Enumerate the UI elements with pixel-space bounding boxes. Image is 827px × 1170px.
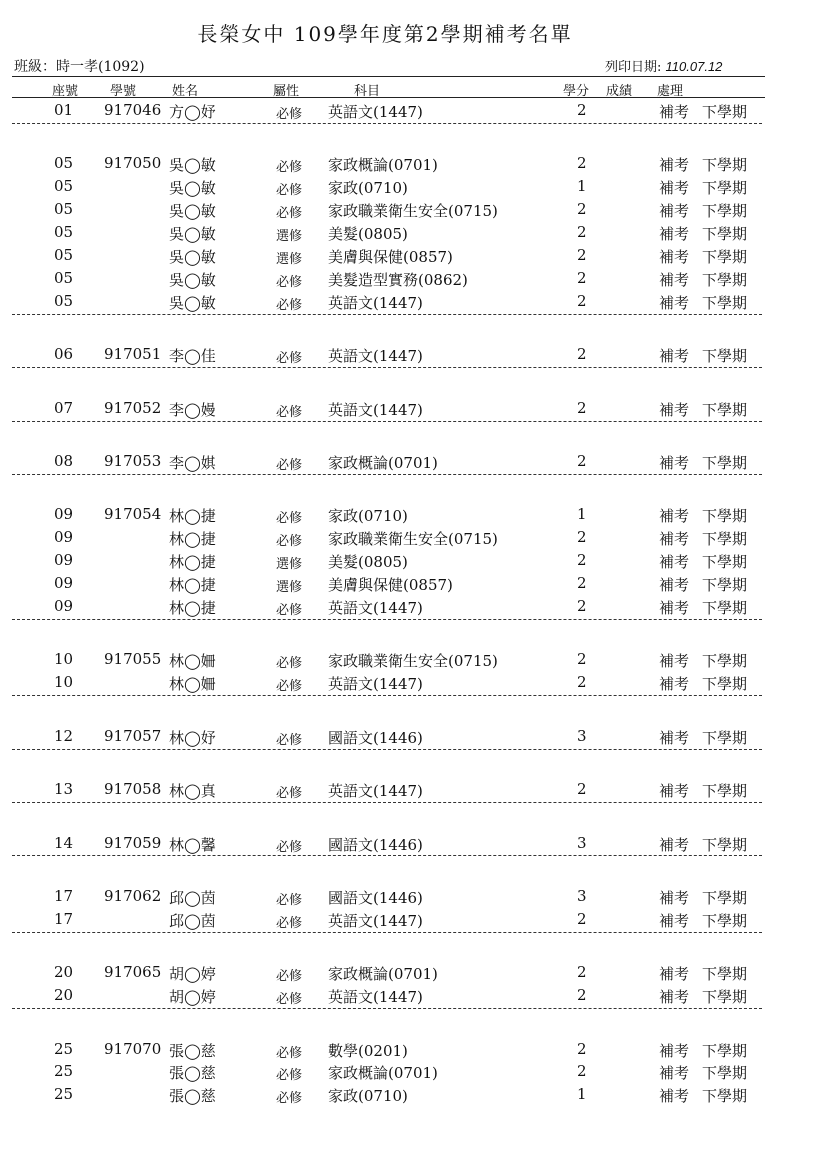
- attribute-cell: 必修: [276, 786, 303, 802]
- name-cell: 胡◯婷: [169, 988, 216, 1007]
- credit-cell: 2: [577, 345, 587, 364]
- action-cell: 補考: [659, 293, 690, 312]
- header-student-id: 學號: [110, 84, 137, 99]
- attribute-cell: 必修: [276, 404, 303, 420]
- subject-cell: 英語文(1447): [328, 103, 423, 121]
- term-cell: 下學期: [702, 156, 748, 175]
- table-row: [0, 597, 827, 619]
- name-cell: 林◯真: [169, 782, 216, 801]
- name-cell: 李◯娸: [169, 454, 216, 472]
- attribute-cell: 必修: [276, 732, 303, 748]
- attribute-cell: 必修: [276, 458, 303, 473]
- subject-cell: 英語文(1447): [328, 782, 423, 801]
- seat-cell: 17: [54, 886, 74, 905]
- name-cell: 李◯佳: [169, 347, 216, 366]
- action-cell: 補考: [659, 553, 690, 572]
- table-row: [0, 528, 827, 550]
- header-seat: 座號: [52, 84, 79, 99]
- attribute-cell: 必修: [276, 603, 303, 618]
- action-cell: 補考: [659, 835, 690, 854]
- group-separator: [12, 421, 762, 422]
- table-row: [0, 887, 827, 909]
- credit-cell: 2: [577, 223, 587, 242]
- group-separator: [12, 802, 762, 803]
- credit-cell: 2: [577, 597, 587, 615]
- student-id-cell: 917053: [104, 452, 162, 470]
- term-cell: 下學期: [702, 270, 748, 289]
- student-id-cell: 917046: [104, 101, 162, 119]
- attribute-cell: 必修: [276, 915, 303, 931]
- credit-cell: 2: [577, 1062, 587, 1081]
- subject-cell: 家政概論(0701): [328, 1064, 438, 1083]
- name-cell: 林◯捷: [169, 599, 216, 617]
- table-row: [0, 246, 827, 268]
- seat-cell: 20: [54, 963, 74, 982]
- name-cell: 吳◯敏: [169, 225, 216, 244]
- student-id-cell: 917062: [104, 886, 162, 905]
- name-cell: 吳◯敏: [169, 202, 216, 221]
- student-id-cell: 917055: [104, 650, 162, 669]
- name-cell: 方◯妤: [169, 103, 216, 121]
- credit-cell: 1: [577, 1085, 587, 1104]
- name-cell: 林◯捷: [169, 576, 216, 595]
- action-cell: 補考: [659, 454, 690, 472]
- group-separator: [12, 314, 762, 315]
- table-row: [0, 551, 827, 573]
- student-id-cell: 917051: [104, 345, 162, 364]
- attribute-cell: 選修: [276, 557, 303, 573]
- student-id-cell: 917050: [104, 154, 162, 173]
- credit-cell: 2: [577, 551, 587, 570]
- subject-cell: 英語文(1447): [328, 911, 423, 930]
- seat-cell: 09: [54, 551, 74, 570]
- attribute-cell: 必修: [276, 511, 303, 527]
- subject-cell: 美膚與保健(0857): [328, 576, 453, 595]
- group-separator: [12, 367, 762, 368]
- action-cell: 補考: [659, 675, 690, 694]
- action-cell: 補考: [659, 599, 690, 617]
- header-name: 姓名: [172, 84, 199, 99]
- term-cell: 下學期: [702, 1041, 748, 1060]
- print-date-label: 列印日期:: [605, 60, 662, 75]
- seat-cell: 25: [54, 1062, 74, 1081]
- credit-cell: 2: [577, 291, 587, 310]
- table-row: [0, 345, 827, 367]
- action-cell: 補考: [659, 248, 690, 266]
- attribute-cell: 必修: [276, 992, 303, 1008]
- subject-cell: 家政(0710): [328, 1087, 408, 1106]
- subject-cell: 家政職業衛生安全(0715): [328, 652, 498, 671]
- action-cell: 補考: [659, 988, 690, 1007]
- term-cell: 下學期: [702, 835, 748, 854]
- student-id-cell: 917058: [104, 780, 162, 799]
- table-row: [0, 200, 827, 222]
- seat-cell: 09: [54, 597, 74, 615]
- student-id-cell: 917054: [104, 505, 162, 524]
- name-cell: 吳◯敏: [169, 293, 216, 312]
- subject-cell: 家政職業衛生安全(0715): [328, 202, 498, 221]
- table-row: [0, 673, 827, 695]
- name-cell: 胡◯婷: [169, 965, 216, 984]
- table-row: [0, 650, 827, 672]
- term-cell: 下學期: [702, 652, 748, 671]
- credit-cell: 2: [577, 154, 587, 173]
- table-row: [0, 154, 827, 176]
- action-cell: 補考: [659, 507, 690, 526]
- seat-cell: 14: [54, 833, 74, 852]
- term-cell: 下學期: [702, 179, 748, 198]
- seat-cell: 10: [54, 673, 74, 692]
- header-attribute: 屬性: [273, 84, 300, 99]
- student-id-cell: 917057: [104, 726, 162, 745]
- subject-cell: 家政概論(0701): [328, 454, 438, 472]
- term-cell: 下學期: [702, 530, 748, 549]
- term-cell: 下學期: [702, 202, 748, 221]
- name-cell: 林◯姍: [169, 652, 216, 671]
- action-cell: 補考: [659, 347, 690, 366]
- action-cell: 補考: [659, 179, 690, 198]
- table-row: [0, 834, 827, 856]
- term-cell: 下學期: [702, 347, 748, 366]
- credit-cell: 3: [577, 833, 587, 852]
- table-row: [0, 986, 827, 1008]
- credit-cell: 1: [577, 177, 587, 196]
- credit-cell: 2: [577, 452, 587, 470]
- term-cell: 下學期: [702, 888, 748, 907]
- subject-cell: 美髮(0805): [328, 225, 408, 244]
- attribute-cell: 必修: [276, 1068, 303, 1084]
- name-cell: 吳◯敏: [169, 179, 216, 198]
- term-cell: 下學期: [702, 400, 748, 419]
- attribute-cell: 必修: [276, 969, 303, 985]
- credit-cell: 2: [577, 574, 587, 593]
- header-score: 成績: [606, 84, 633, 99]
- seat-cell: 05: [54, 223, 74, 242]
- group-separator: [12, 474, 762, 475]
- table-row: [0, 910, 827, 932]
- table-row: [0, 1062, 827, 1084]
- name-cell: 吳◯敏: [169, 156, 216, 175]
- subject-cell: 美髮(0805): [328, 553, 408, 572]
- document-title: 長榮女中 109學年度第2學期補考名單: [197, 22, 573, 46]
- action-cell: 補考: [659, 400, 690, 419]
- term-cell: 下學期: [702, 454, 748, 472]
- group-separator: [12, 855, 762, 856]
- seat-cell: 10: [54, 650, 74, 669]
- term-cell: 下學期: [702, 1064, 748, 1083]
- seat-cell: 08: [54, 452, 74, 470]
- credit-cell: 2: [577, 398, 587, 417]
- seat-cell: 25: [54, 1085, 74, 1104]
- group-separator: [12, 619, 762, 620]
- credit-cell: 2: [577, 1039, 587, 1058]
- header-subject: 科目: [354, 84, 381, 99]
- table-row: [0, 269, 827, 291]
- subject-cell: 國語文(1446): [328, 888, 423, 907]
- action-cell: 補考: [659, 576, 690, 595]
- table-row: [0, 101, 827, 123]
- name-cell: 林◯捷: [169, 530, 216, 549]
- student-id-cell: 917059: [104, 833, 162, 852]
- credit-cell: 2: [577, 986, 587, 1005]
- group-separator: [12, 932, 762, 933]
- attribute-cell: 必修: [276, 351, 303, 367]
- action-cell: 補考: [659, 225, 690, 244]
- student-id-cell: 917052: [104, 398, 162, 417]
- attribute-cell: 必修: [276, 206, 303, 222]
- attribute-cell: 必修: [276, 892, 303, 908]
- seat-cell: 06: [54, 345, 74, 364]
- table-row: [0, 574, 827, 596]
- subject-cell: 英語文(1447): [328, 988, 423, 1007]
- table-row: [0, 727, 827, 749]
- name-cell: 邱◯茵: [169, 888, 216, 907]
- subject-cell: 數學(0201): [328, 1041, 408, 1060]
- table-row: [0, 292, 827, 314]
- seat-cell: 05: [54, 200, 74, 219]
- action-cell: 補考: [659, 156, 690, 175]
- subject-cell: 美髮造型實務(0862): [328, 270, 468, 289]
- name-cell: 林◯姍: [169, 675, 216, 694]
- attribute-cell: 必修: [276, 297, 303, 313]
- subject-cell: 家政(0710): [328, 179, 408, 198]
- seat-cell: 09: [54, 505, 74, 524]
- term-cell: 下學期: [702, 103, 748, 121]
- subject-cell: 英語文(1447): [328, 599, 423, 617]
- attribute-cell: 必修: [276, 274, 303, 290]
- term-cell: 下學期: [702, 225, 748, 244]
- name-cell: 吳◯敏: [169, 248, 216, 266]
- attribute-cell: 必修: [276, 160, 303, 176]
- action-cell: 補考: [659, 530, 690, 549]
- subject-cell: 家政職業衛生安全(0715): [328, 530, 498, 549]
- attribute-cell: 選修: [276, 580, 303, 596]
- seat-cell: 12: [54, 726, 74, 745]
- credit-cell: 2: [577, 673, 587, 692]
- credit-cell: 2: [577, 909, 587, 928]
- seat-cell: 09: [54, 574, 74, 593]
- group-separator: [12, 123, 762, 124]
- seat-cell: 05: [54, 177, 74, 196]
- attribute-cell: 必修: [276, 534, 303, 550]
- attribute-cell: 必修: [276, 679, 303, 695]
- term-cell: 下學期: [702, 599, 748, 617]
- subject-cell: 家政概論(0701): [328, 156, 438, 175]
- attribute-cell: 必修: [276, 1091, 303, 1107]
- seat-cell: 13: [54, 780, 74, 799]
- credit-cell: 2: [577, 780, 587, 799]
- attribute-cell: 選修: [276, 229, 303, 245]
- credit-cell: 3: [577, 726, 587, 745]
- seat-cell: 05: [54, 246, 74, 264]
- attribute-cell: 選修: [276, 252, 303, 267]
- term-cell: 下學期: [702, 293, 748, 312]
- print-date-value: 110.07.12: [665, 59, 723, 74]
- term-cell: 下學期: [702, 728, 748, 747]
- name-cell: 林◯捷: [169, 553, 216, 572]
- credit-cell: 2: [577, 963, 587, 982]
- credit-cell: 2: [577, 268, 587, 287]
- term-cell: 下學期: [702, 1087, 748, 1106]
- attribute-cell: 必修: [276, 656, 303, 672]
- table-row: [0, 1085, 827, 1107]
- term-cell: 下學期: [702, 507, 748, 526]
- name-cell: 張◯慈: [169, 1087, 216, 1106]
- header-action: 處理: [657, 84, 684, 99]
- seat-cell: 01: [54, 101, 74, 119]
- subject-cell: 家政(0710): [328, 507, 408, 526]
- action-cell: 補考: [659, 202, 690, 221]
- term-cell: 下學期: [702, 553, 748, 572]
- name-cell: 張◯慈: [169, 1041, 216, 1060]
- name-cell: 吳◯敏: [169, 270, 216, 289]
- action-cell: 補考: [659, 103, 690, 121]
- name-cell: 林◯妤: [169, 728, 216, 747]
- term-cell: 下學期: [702, 675, 748, 694]
- header-credit: 學分: [563, 84, 590, 99]
- subject-cell: 美膚與保健(0857): [328, 248, 453, 266]
- seat-cell: 20: [54, 986, 74, 1005]
- action-cell: 補考: [659, 652, 690, 671]
- action-cell: 補考: [659, 270, 690, 289]
- credit-cell: 2: [577, 528, 587, 547]
- action-cell: 補考: [659, 965, 690, 984]
- credit-cell: 1: [577, 505, 587, 524]
- credit-cell: 2: [577, 246, 587, 264]
- student-id-cell: 917070: [104, 1039, 162, 1058]
- action-cell: 補考: [659, 728, 690, 747]
- term-cell: 下學期: [702, 911, 748, 930]
- term-cell: 下學期: [702, 576, 748, 595]
- credit-cell: 2: [577, 650, 587, 669]
- name-cell: 李◯嫚: [169, 400, 216, 419]
- action-cell: 補考: [659, 1041, 690, 1060]
- group-separator: [12, 1008, 762, 1009]
- term-cell: 下學期: [702, 782, 748, 801]
- subject-cell: 英語文(1447): [328, 293, 423, 312]
- class-label: 班級：時一孝(1092): [14, 59, 145, 75]
- seat-cell: 09: [54, 528, 74, 547]
- name-cell: 邱◯茵: [169, 911, 216, 930]
- name-cell: 林◯馨: [169, 835, 216, 854]
- seat-cell: 17: [54, 909, 74, 928]
- attribute-cell: 必修: [276, 839, 303, 855]
- action-cell: 補考: [659, 782, 690, 801]
- term-cell: 下學期: [702, 248, 748, 266]
- seat-cell: 25: [54, 1039, 74, 1058]
- credit-cell: 2: [577, 101, 587, 119]
- student-id-cell: 917065: [104, 963, 162, 982]
- action-cell: 補考: [659, 1087, 690, 1106]
- table-row: [0, 399, 827, 421]
- term-cell: 下學期: [702, 988, 748, 1007]
- subject-cell: 家政概論(0701): [328, 965, 438, 984]
- subject-cell: 英語文(1447): [328, 347, 423, 366]
- subject-cell: 英語文(1447): [328, 675, 423, 694]
- group-separator: [12, 749, 762, 750]
- attribute-cell: 必修: [276, 183, 303, 199]
- seat-cell: 05: [54, 268, 74, 287]
- subject-cell: 國語文(1446): [328, 835, 423, 854]
- table-row: [0, 505, 827, 527]
- table-row: [0, 780, 827, 802]
- name-cell: 林◯捷: [169, 507, 216, 526]
- action-cell: 補考: [659, 888, 690, 907]
- attribute-cell: 必修: [276, 107, 303, 122]
- attribute-cell: 必修: [276, 1045, 303, 1061]
- credit-cell: 2: [577, 200, 587, 219]
- action-cell: 補考: [659, 911, 690, 930]
- subject-cell: 英語文(1447): [328, 400, 423, 419]
- table-row: [0, 963, 827, 985]
- seat-cell: 05: [54, 154, 74, 173]
- action-cell: 補考: [659, 1064, 690, 1083]
- table-row: [0, 1040, 827, 1062]
- table-row: [0, 452, 827, 474]
- seat-cell: 05: [54, 291, 74, 310]
- name-cell: 張◯慈: [169, 1064, 216, 1083]
- table-row: [0, 223, 827, 245]
- seat-cell: 07: [54, 398, 74, 417]
- credit-cell: 3: [577, 886, 587, 905]
- subject-cell: 國語文(1446): [328, 728, 423, 747]
- table-row: [0, 177, 827, 199]
- term-cell: 下學期: [702, 965, 748, 984]
- group-separator: [12, 695, 762, 696]
